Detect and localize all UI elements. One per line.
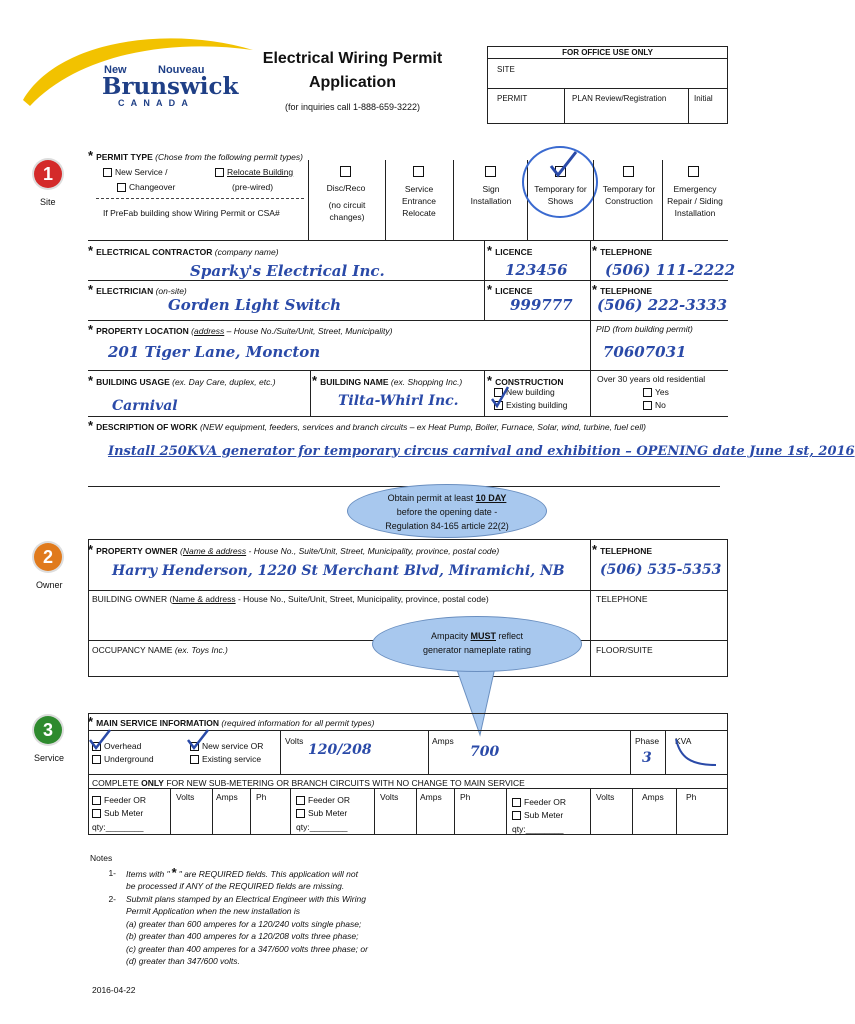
amps1-label: Amps — [216, 792, 238, 802]
underground-checkbox[interactable] — [92, 755, 101, 764]
title-line1: Electrical Wiring Permit — [262, 50, 443, 67]
amps3-label: Amps — [642, 792, 664, 802]
reminder-bubble: Obtain permit at least 10 DAY before the opening date - Regulation 84-165 article 22(2) — [347, 484, 547, 538]
phase-label: Phase — [635, 736, 660, 746]
electrician-value[interactable]: Gorden Light Switch — [168, 296, 342, 314]
feeder2-option[interactable]: Feeder OR — [296, 795, 350, 805]
bname-label: * BUILDING NAME (ex. Shopping Inc.) — [312, 373, 463, 388]
contractor-label: * ELECTRICAL CONTRACTOR (company name) — [88, 243, 279, 258]
relocate-building-option[interactable]: Relocate Building — [215, 167, 293, 177]
qty1-field[interactable]: qty:________ — [92, 822, 144, 832]
emergency-checkbox[interactable] — [688, 166, 699, 177]
new-service-checkbox[interactable] — [103, 168, 112, 177]
section3-badge: 3 — [34, 716, 62, 744]
location-value[interactable]: 201 Tiger Lane, Moncton — [108, 343, 321, 361]
disc-reco-label: Disc/Reco — [326, 183, 366, 193]
overhead-option[interactable]: Overhead — [92, 741, 141, 751]
section2-side-label: Owner — [36, 580, 63, 590]
feeder3-option[interactable]: Feeder OR — [512, 797, 566, 807]
owner-value[interactable]: Harry Henderson, 1220 St Merchant Blvd, Miramichi, NB — [112, 563, 565, 579]
ph1-label: Ph — [256, 792, 267, 802]
construction-label: * CONSTRUCTION — [487, 373, 564, 388]
main-service-label: * MAIN SERVICE INFORMATION (required information for all permit types) — [88, 714, 375, 729]
feeder2-checkbox[interactable] — [296, 796, 305, 805]
licence-value[interactable]: 123456 — [505, 261, 568, 279]
office-plan: PLAN Review/Registration — [572, 94, 667, 103]
amps-value[interactable]: 700 — [470, 744, 500, 760]
new-service-check-icon — [186, 728, 210, 750]
yes-checkbox[interactable] — [643, 388, 652, 397]
volts1-label: Volts — [176, 792, 195, 802]
underground-option[interactable]: Underground — [92, 754, 154, 764]
new-service-option[interactable]: New Service / — [103, 167, 167, 177]
amps2-label: Amps — [420, 792, 442, 802]
qty2-field[interactable]: qty:________ — [296, 822, 348, 832]
location-label: * PROPERTY LOCATION (address – House No./Suite/Unit, Street, Municipality) — [88, 322, 393, 337]
licence2-value[interactable]: 999777 — [510, 296, 573, 314]
desc-label: * DESCRIPTION OF WORK (NEW equipment, feeders, services and branch circuits – ex Heat Pump, Boiler, Furnace, Solar, wind, turbine, fuel cell) — [88, 418, 646, 433]
logo-canada: C A N A D A — [118, 98, 190, 108]
submeter1-checkbox[interactable] — [92, 809, 101, 818]
form-title — [240, 50, 465, 112]
section3-side-label: Service — [34, 753, 65, 763]
owner-telephone-value[interactable]: (506) 535-5353 — [600, 562, 722, 578]
emergency-label: Emergency Repair / Siding Installation — [667, 184, 723, 218]
submeter3-checkbox[interactable] — [512, 811, 521, 820]
title-line2: Application — [308, 74, 397, 91]
section2-badge: 2 — [34, 543, 62, 571]
desc-value[interactable]: Install 250KVA generator for temporary circus carnival and exhibition – OPENING date June 1st, 2016 — [108, 444, 855, 459]
office-site: SITE — [497, 65, 515, 74]
submeter1-option[interactable]: Sub Meter — [92, 808, 143, 818]
occupancy-label: OCCUPANCY NAME (ex. Toys Inc.) — [92, 645, 228, 655]
bowner-telephone-label: TELEPHONE — [596, 594, 648, 604]
ampacity-bubble: Ampacity MUST reflect generator nameplate rating — [372, 616, 582, 672]
sign-install-label: Sign Installation — [470, 184, 512, 206]
amps-label: Amps — [432, 736, 454, 746]
disc-reco-checkbox[interactable] — [340, 166, 351, 177]
section1-side-label: Site — [40, 197, 56, 207]
yes-option[interactable]: Yes — [643, 387, 669, 397]
volts3-label: Volts — [596, 792, 615, 802]
permit-type-label: * PERMIT TYPE (Chose from the following permit types) — [88, 148, 303, 163]
changeover-option[interactable]: Changeover — [117, 182, 175, 192]
section1-badge: 1 — [34, 160, 62, 188]
inquiries-text: (for inquiries call 1-888-659-3222) — [284, 102, 421, 112]
kva-label: KVA — [675, 736, 692, 746]
volts-value[interactable]: 120/208 — [308, 742, 372, 758]
volts2-label: Volts — [380, 792, 399, 802]
volts-label: Volts — [285, 736, 304, 746]
notes-block: Notes 1- Items with " * " are REQUIRED fields. This application will not be processed if ANY of the REQUIRED fields are missing. 2- Submit plans stamped by an Electrical Engineer with this Wiring Permit Application when the new installation is (a) greater than 600 amperes for a 120/240 volts single phase; (b) greater than 400 amperes for a 120/208 volts three phase; (c) greater than 400 amperes for a 347/600 volts three phase; or (d) greater than 347/600 volts. — [90, 852, 420, 968]
telephone2-label: * TELEPHONE — [592, 282, 653, 297]
licence-label: * LICENCE — [487, 243, 533, 258]
electrician-label: * ELECTRICIAN (on-site) — [88, 282, 187, 297]
office-initial: Initial — [694, 94, 713, 103]
ph2-label: Ph — [460, 792, 471, 802]
no-circuit-label: (no circuit changes) — [328, 200, 366, 222]
ph3-label: Ph — [686, 792, 697, 802]
new-building-option[interactable]: New building — [494, 387, 555, 397]
usage-value[interactable]: Carnival — [112, 398, 178, 414]
contractor-value[interactable]: Sparky's Electrical Inc. — [190, 262, 385, 280]
office-permit: PERMIT — [497, 94, 528, 103]
prefab-note: If PreFab building show Wiring Permit or CSA# — [103, 208, 280, 218]
logo-nouveau: Nouveau — [158, 64, 205, 76]
logo-brunswick: Brunswick — [102, 73, 239, 100]
licence2-label: * LICENCE — [487, 282, 533, 297]
existing-service-option[interactable]: Existing service — [190, 754, 261, 764]
nb-logo — [18, 20, 258, 110]
prewired-label: (pre-wired) — [232, 182, 274, 192]
qty3-field[interactable]: qty:________ — [512, 824, 564, 834]
changeover-checkbox[interactable] — [117, 183, 126, 192]
sign-install-checkbox[interactable] — [485, 166, 496, 177]
phase-value[interactable]: 3 — [642, 750, 652, 766]
service-entrance-label: Service Entrance Relocate — [401, 184, 437, 218]
over30-label: Over 30 years old residential — [597, 374, 706, 384]
form-date: 2016-04-22 — [92, 985, 136, 995]
overhead-check-icon — [88, 728, 112, 750]
relocate-checkbox[interactable] — [215, 168, 224, 177]
existing-service-checkbox[interactable] — [190, 755, 199, 764]
temp-construction-label: Temporary for Construction — [602, 184, 656, 206]
existing-building-check-icon — [490, 385, 510, 409]
owner-telephone-label: * TELEPHONE — [592, 542, 653, 557]
new-service-or-option[interactable]: New service OR — [190, 741, 263, 751]
feeder1-option[interactable]: Feeder OR — [92, 795, 146, 805]
temp-shows-label: Temporary for Shows — [534, 184, 587, 206]
telephone-label: * TELEPHONE — [592, 243, 653, 258]
temp-shows-circle — [522, 146, 598, 218]
existing-building-option[interactable]: Existing building — [494, 400, 567, 410]
submeter3-option[interactable]: Sub Meter — [512, 810, 563, 820]
pid-label: PID (from building permit) — [596, 324, 693, 334]
bname-value[interactable]: Tilta-Whirl Inc. — [338, 393, 459, 409]
floor-label: FLOOR/SUITE — [596, 645, 653, 655]
service-entrance-checkbox[interactable] — [413, 166, 424, 177]
submeter2-option[interactable]: Sub Meter — [296, 808, 347, 818]
complete-label: COMPLETE ONLY FOR NEW SUB-METERING OR BRANCH CIRCUITS WITH NO CHANGE TO MAIN SERVICE — [92, 778, 525, 788]
kva-slash-icon — [672, 735, 722, 769]
pid-value[interactable]: 70607031 — [603, 343, 687, 361]
telephone-value[interactable]: (506) 111-2222 — [605, 261, 736, 279]
office-heading: FOR OFFICE USE ONLY — [562, 48, 653, 57]
bowner-label: BUILDING OWNER (Name & address - House No., Suite/Unit, Street, Municipality, province, postal code) — [92, 594, 489, 604]
usage-label: * BUILDING USAGE (ex. Day Care, duplex, etc.) — [88, 373, 276, 388]
no-checkbox[interactable] — [643, 401, 652, 410]
submeter2-checkbox[interactable] — [296, 809, 305, 818]
feeder3-checkbox[interactable] — [512, 798, 521, 807]
feeder1-checkbox[interactable] — [92, 796, 101, 805]
notes-heading: Notes — [90, 853, 113, 863]
telephone2-value[interactable]: (506) 222-3333 — [597, 296, 728, 314]
owner-label: * PROPERTY OWNER (Name & address - House No., Suite/Unit, Street, Municipality, province, postal code) — [88, 542, 500, 557]
temp-construction-checkbox[interactable] — [623, 166, 634, 177]
no-option[interactable]: No — [643, 400, 666, 410]
logo-new: New — [104, 64, 127, 76]
